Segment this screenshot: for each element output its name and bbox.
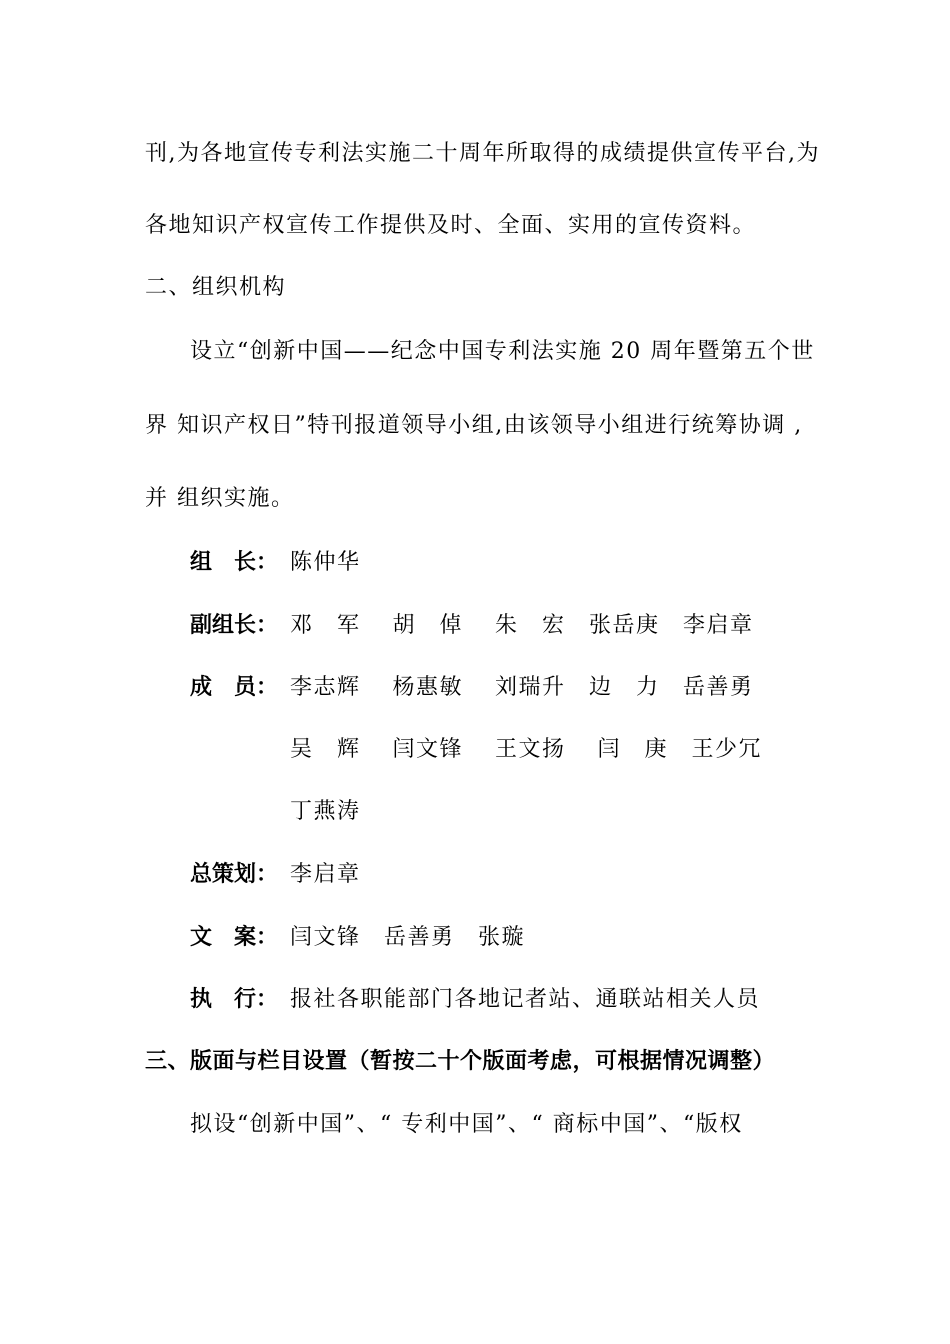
paragraph-line: 设立“创新中国——纪念中国专利法实施 20 周年暨第五个世 (190, 339, 815, 364)
section-heading: 三、版面与栏目设置（暂按二十个版面考虑，可根据情况调整） (145, 1049, 776, 1074)
members-line: 吴 辉 闫文锋 王文扬 闫 庚 王少冗 (290, 737, 762, 762)
copywriter-value: 闫文锋 岳善勇 张璇 (290, 925, 526, 950)
members-line: 李志辉 杨惠敏 刘瑞升 边 力 岳善勇 (290, 675, 754, 700)
section-heading: 二、组织机构 (145, 275, 287, 300)
leader-value: 陈仲华 (290, 550, 361, 575)
paragraph-line: 各地知识产权宣传工作提供及时、全面、实用的宣传资料。 (145, 213, 757, 238)
deputy-label: 副组长： (190, 613, 279, 638)
deputy-value: 邓 军 胡 倬 朱 宏 张岳庚 李启章 (290, 613, 754, 638)
paragraph-line: 界 知识产权日”特刊报道领导小组,由该领导小组进行统筹协调 , (145, 413, 803, 438)
leader-label: 组 长： (190, 550, 279, 575)
planner-label: 总策划： (190, 862, 279, 887)
paragraph-line: 并 组织实施。 (145, 486, 295, 511)
planner-value: 李启章 (290, 862, 361, 887)
members-line: 丁燕涛 (290, 799, 361, 824)
members-label: 成 员： (190, 675, 279, 700)
paragraph-line: 刊,为各地宣传专利法实施二十周年所取得的成绩提供宣传平台,为 (145, 141, 820, 166)
copywriter-label: 文 案： (190, 925, 279, 950)
executor-label: 执 行： (190, 987, 279, 1012)
executor-value: 报社各职能部门各地记者站、通联站相关人员 (290, 987, 761, 1012)
paragraph-line: 拟设“创新中国”、“ 专利中国”、“ 商标中国”、“版权 (190, 1112, 743, 1137)
